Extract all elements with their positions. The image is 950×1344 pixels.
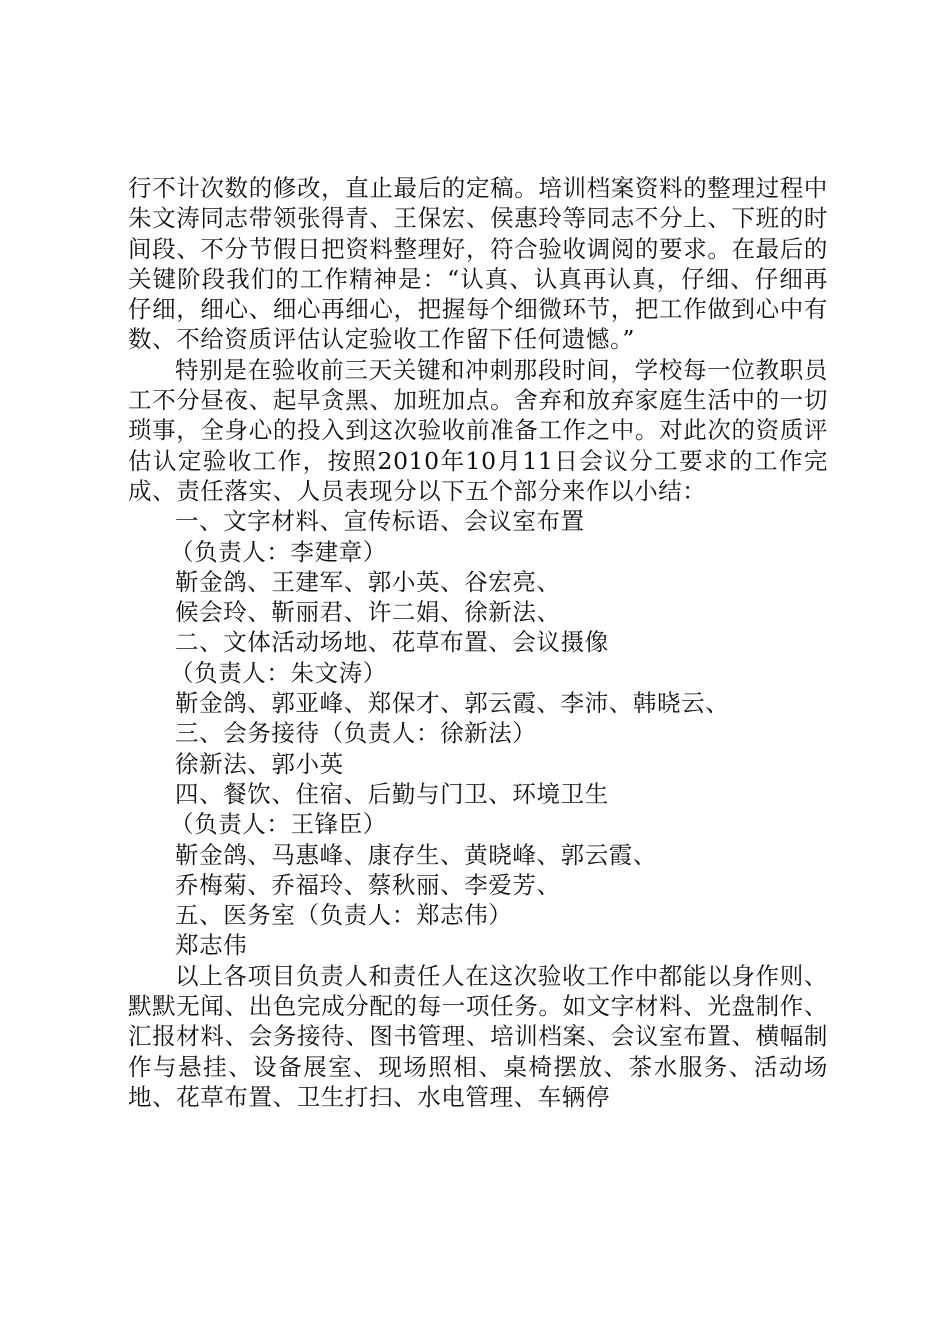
section-2-title: 二、文体活动场地、花草布置、会议摄像: [175, 628, 609, 657]
section-5-title: 五、医务室（负责人：郑志伟）: [175, 901, 513, 930]
paragraph-summary: 以上各项目负责人和责任人在这次验收工作中都能以身作则、默默无闻、出色完成分配的每一项任务。如文字材料、光盘制作、汇报材料、会务接待、图书管理、培训档案、会议室布置、横幅制作与悬挂、设备展室、现场照相、桌椅摆放、茶水服务、活动场地、花草布置、卫生打扫、水电管理、车辆停: [128, 961, 828, 1111]
paragraph-archive-work: 行不计次数的修改，直止最后的定稿。培训档案资料的整理过程中朱文涛同志带领张得青、王保宏、侯惠玲等同志不分上、下班的时间段、不分节假日把资料整理好，符合验收调阅的要求。在最后的关键阶段我们的工作精神是：“认真、认真再认真，仔细、仔细再仔细，细心、细心再细心，把握每个细微环节，把工作做到心中有数、不给资质评估认定验收工作留下任何遗憾。”: [128, 174, 828, 354]
section-4-leader: （负责人：王锋臣）: [170, 810, 387, 839]
section-4-members-line-1: 靳金鸽、马惠峰、康存生、黄晓峰、郭云霞、: [175, 840, 657, 869]
section-2-leader: （负责人：朱文涛）: [170, 658, 387, 687]
section-4-title: 四、餐饮、住宿、后勤与门卫、环境卫生: [175, 779, 609, 808]
section-4-members-line-2: 乔梅菊、乔福玲、蔡秋丽、李爱芳、: [175, 870, 561, 899]
paragraph-final-sprint: 特别是在验收前三天关键和冲刺那段时间，学校每一位教职员工不分昼夜、起早贪黑、加班加点。舍弃和放弃家庭生活中的一切琐事，全身心的投入到这次验收前准备工作之中。对此次的资质评估认定验收工作，按照2010年10月11日会议分工要求的工作完成、责任落实、人员表现分以下五个部分来作以小结：: [128, 355, 828, 505]
section-5-members: 郑志伟: [175, 931, 248, 960]
document-body: [128, 173, 828, 1112]
section-2-members: 靳金鸽、郭亚峰、郑保才、郭云霞、李沛、韩晓云、: [175, 689, 730, 718]
section-3-members: 徐新法、郭小英: [175, 749, 344, 778]
section-1-members-line-1: 靳金鸽、王建军、郭小英、谷宏亮、: [175, 567, 561, 596]
section-1-leader: （负责人：李建章）: [170, 537, 387, 566]
section-1-title: 一、文字材料、宣传标语、会议室布置: [175, 507, 585, 536]
section-3-title: 三、会务接待（负责人：徐新法）: [175, 719, 537, 748]
section-1-members-line-2: 候会玲、靳丽君、许二娟、徐新法、: [175, 598, 561, 627]
